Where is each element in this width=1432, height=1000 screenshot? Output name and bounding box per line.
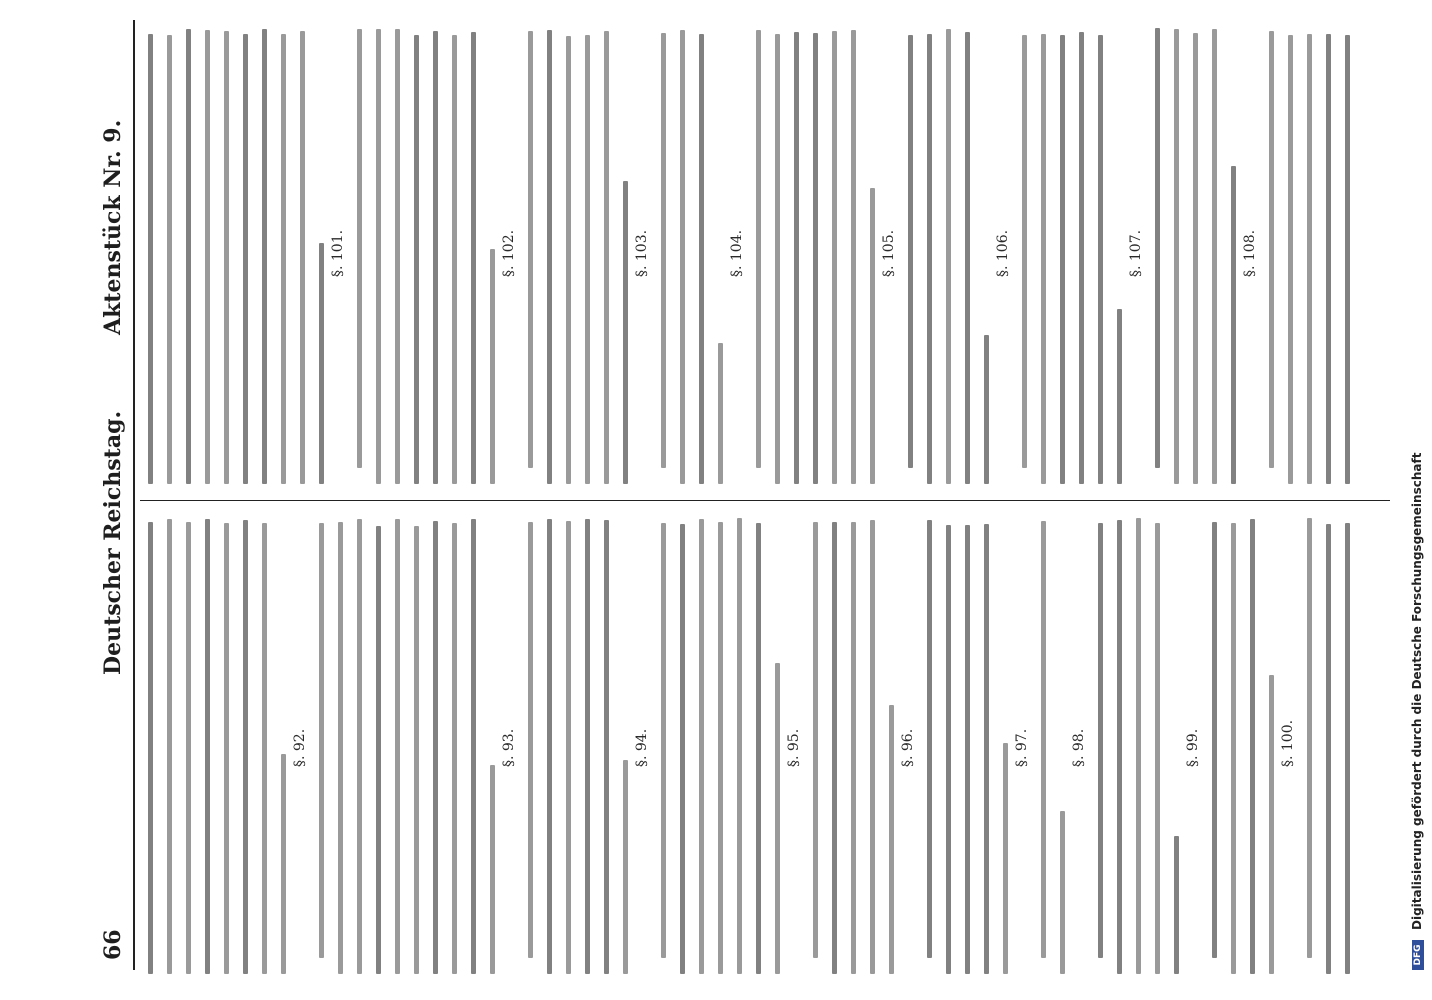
text-line <box>319 523 324 958</box>
text-line <box>528 31 533 468</box>
text-line <box>1098 35 1103 484</box>
text-line <box>452 523 457 974</box>
text-line <box>699 519 704 974</box>
text-line <box>357 519 362 974</box>
text-line <box>1022 35 1027 468</box>
paragraph-number: §. 107. <box>1128 229 1144 277</box>
column-left <box>142 510 1392 980</box>
text-line <box>965 32 970 484</box>
text-line <box>186 29 191 484</box>
text-line <box>1174 836 1179 974</box>
text-line <box>775 663 780 974</box>
text-line <box>395 29 400 484</box>
text-line <box>965 525 970 974</box>
text-line <box>718 522 723 974</box>
paragraph-number: §. 105. <box>881 229 897 277</box>
text-line <box>1307 34 1312 484</box>
appendix-label: Aktenstück Nr. 9. <box>100 119 126 335</box>
text-line <box>205 30 210 484</box>
text-line <box>1060 35 1065 484</box>
text-line <box>433 521 438 974</box>
text-line <box>718 343 723 484</box>
dfg-logo: DFG <box>1412 940 1424 970</box>
text-line <box>281 754 286 974</box>
text-line <box>376 29 381 484</box>
column-right <box>142 20 1392 490</box>
paragraph-number: §. 92. <box>292 728 308 767</box>
text-line <box>1345 35 1350 484</box>
text-line <box>452 35 457 484</box>
text-line <box>927 520 932 958</box>
text-line <box>167 519 172 974</box>
text-line <box>851 30 856 484</box>
text-line <box>623 760 628 974</box>
text-line <box>262 523 267 974</box>
paragraph-number: §. 103. <box>634 229 650 277</box>
text-line <box>1307 518 1312 958</box>
text-line <box>433 31 438 484</box>
text-line <box>832 31 837 484</box>
text-line <box>984 335 989 484</box>
paragraph-number: §. 106. <box>995 229 1011 277</box>
text-line <box>1155 28 1160 468</box>
text-line <box>813 33 818 484</box>
text-line <box>262 29 267 484</box>
text-line <box>414 35 419 484</box>
text-line <box>604 31 609 484</box>
paragraph-number: §. 96. <box>900 728 916 767</box>
text-line <box>604 520 609 974</box>
column-divider <box>140 500 1390 501</box>
text-line <box>490 765 495 974</box>
text-line <box>471 519 476 974</box>
text-line <box>737 518 742 974</box>
text-line <box>1288 35 1293 484</box>
text-line <box>1041 521 1046 958</box>
text-line <box>946 30 951 485</box>
paragraph-number: §. 100. <box>1280 719 1296 767</box>
paragraph-number: §. 108. <box>1242 229 1258 277</box>
text-line <box>376 526 381 974</box>
text-line <box>794 32 799 484</box>
paragraph-number: §. 99. <box>1185 728 1201 767</box>
text-line <box>243 34 248 484</box>
paragraph-number: §. 94. <box>634 728 650 767</box>
text-line <box>528 522 533 958</box>
text-line <box>547 30 552 484</box>
text-line <box>946 525 951 974</box>
text-line <box>1117 520 1122 974</box>
text-line <box>1098 524 1103 959</box>
text-line <box>1117 309 1122 484</box>
text-line <box>756 30 761 468</box>
paragraph-number: §. 104. <box>729 229 745 277</box>
paragraph-number: §. 101. <box>330 229 346 277</box>
text-line <box>1155 523 1160 974</box>
text-line <box>889 705 894 974</box>
text-line <box>661 523 666 958</box>
running-head: Deutscher Reichstag. <box>100 410 126 675</box>
text-line <box>1174 29 1179 484</box>
text-line <box>319 243 324 484</box>
text-line <box>661 33 666 468</box>
text-line <box>1193 33 1198 484</box>
text-line <box>1212 522 1217 958</box>
text-line <box>1060 811 1065 974</box>
digitization-credit: Digitalisierung gefördert durch die Deutsche Forschungsgemeinschaft <box>1410 452 1424 930</box>
page-number: 66 <box>100 929 126 960</box>
paragraph-number: §. 93. <box>501 728 517 767</box>
text-line <box>623 181 628 484</box>
text-line <box>1231 166 1236 484</box>
text-line <box>547 519 552 974</box>
text-line <box>1212 29 1217 484</box>
text-line <box>1326 34 1331 484</box>
text-line <box>851 522 856 974</box>
text-line <box>224 31 229 484</box>
text-line <box>281 34 286 484</box>
text-line <box>680 30 685 484</box>
text-line <box>338 522 343 974</box>
text-line <box>224 523 229 974</box>
paragraph-number: §. 102. <box>501 229 517 277</box>
text-line <box>1003 743 1008 974</box>
text-line <box>395 519 400 974</box>
header-rule <box>133 20 135 970</box>
text-line <box>1136 518 1141 974</box>
text-line <box>1079 32 1084 484</box>
text-line <box>870 520 875 974</box>
text-line <box>148 522 153 974</box>
text-line <box>1250 519 1255 974</box>
text-line <box>1269 31 1274 468</box>
text-line <box>300 31 305 484</box>
text-line <box>775 34 780 484</box>
text-line <box>357 29 362 468</box>
paragraph-number: §. 97. <box>1014 728 1030 767</box>
text-line <box>832 522 837 974</box>
text-line <box>167 35 172 484</box>
text-line <box>148 34 153 484</box>
text-line <box>1231 523 1236 974</box>
text-line <box>566 36 571 484</box>
text-line <box>585 35 590 484</box>
text-line <box>927 34 932 484</box>
text-line <box>699 34 704 484</box>
text-line <box>1041 34 1046 484</box>
text-line <box>566 521 571 974</box>
text-line <box>243 520 248 974</box>
text-line <box>680 524 685 974</box>
text-line <box>908 35 913 468</box>
text-line <box>813 522 818 958</box>
text-line <box>1326 524 1331 974</box>
text-line <box>585 519 590 974</box>
text-line <box>1269 675 1274 974</box>
text-line <box>186 522 191 974</box>
text-line <box>490 249 495 484</box>
text-line <box>471 32 476 484</box>
text-line <box>870 188 875 484</box>
paragraph-number: §. 98. <box>1071 728 1087 767</box>
text-line <box>414 526 419 974</box>
text-line <box>984 524 989 974</box>
text-line <box>1345 523 1350 974</box>
paragraph-number: §. 95. <box>786 728 802 767</box>
text-line <box>756 523 761 974</box>
text-line <box>205 519 210 974</box>
